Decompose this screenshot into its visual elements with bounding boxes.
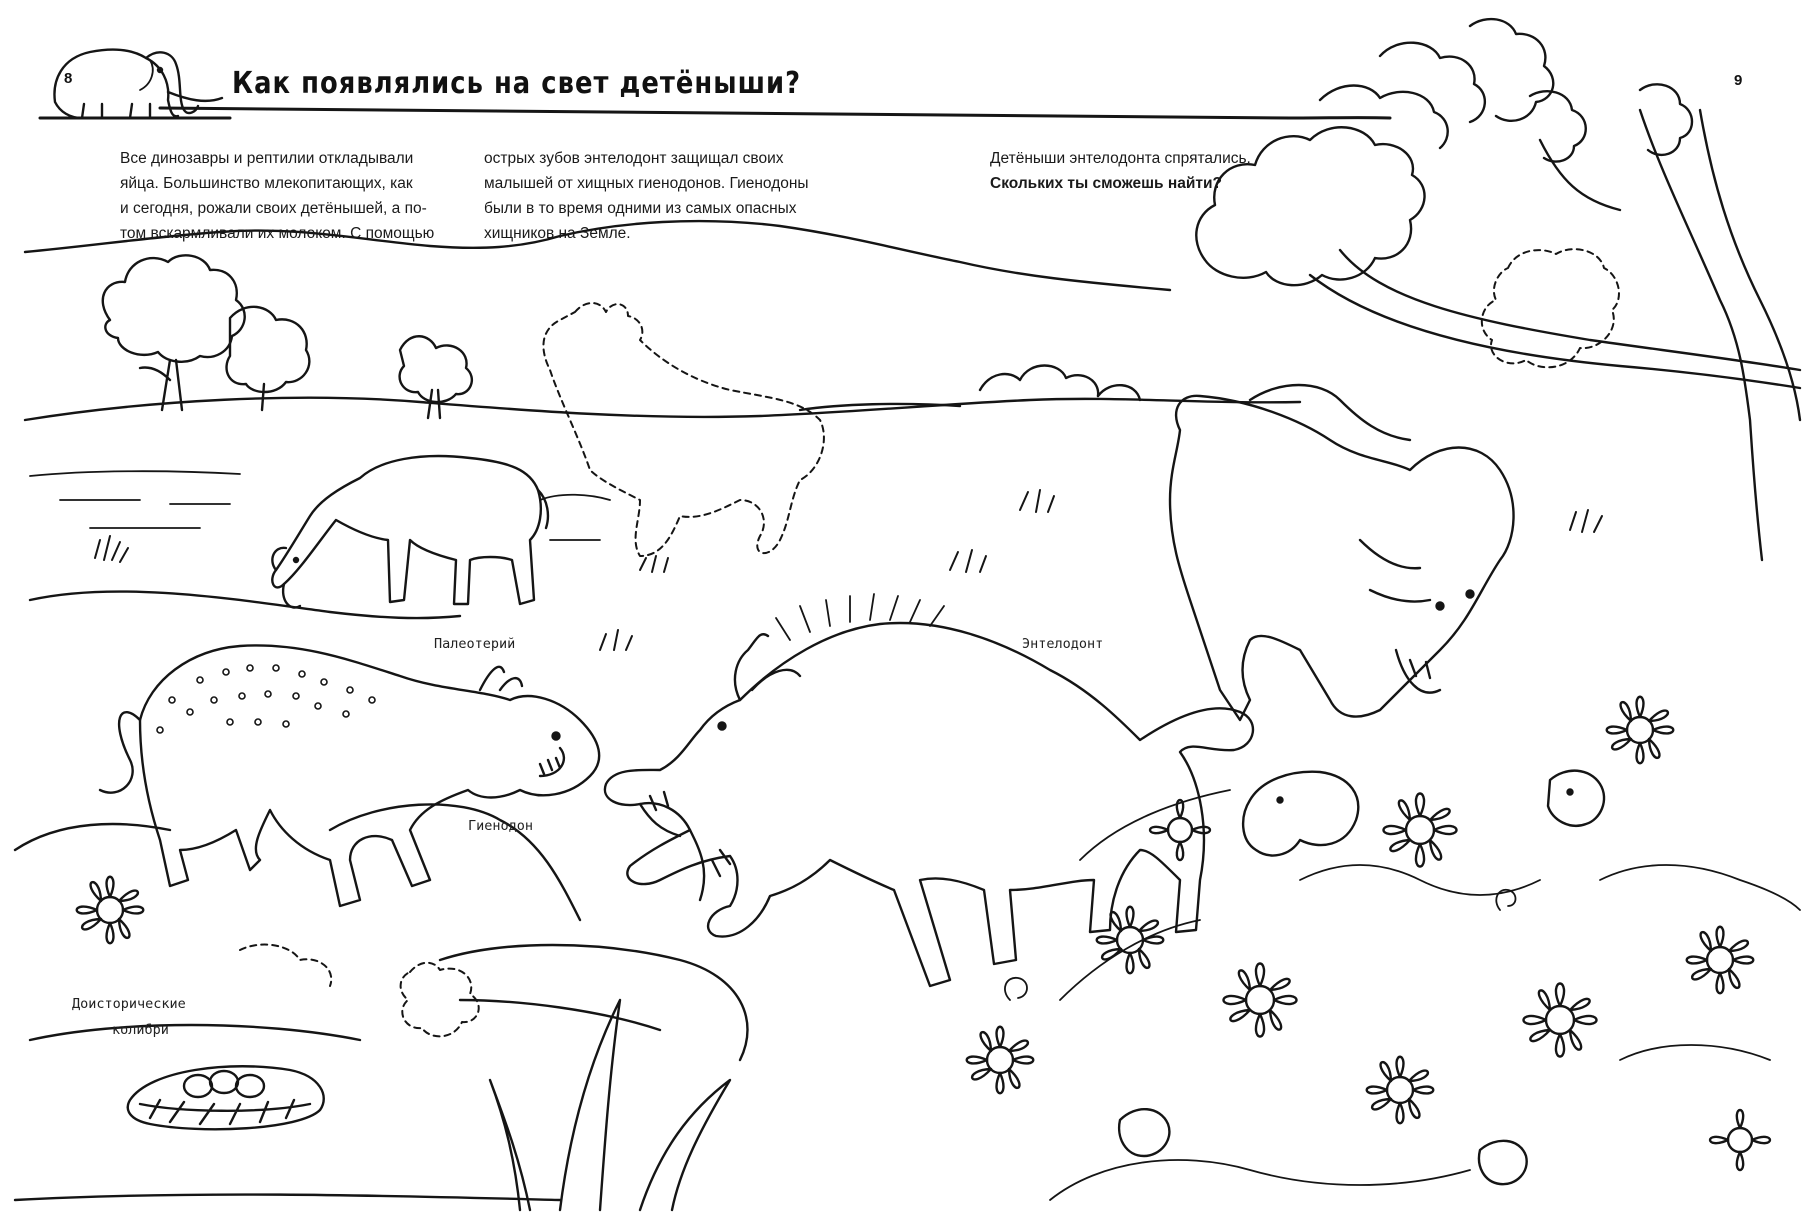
task-text xyxy=(990,146,1251,196)
nest-icon xyxy=(128,1066,324,1129)
page-number-right: 9 xyxy=(1734,72,1743,89)
paleotherium-animal xyxy=(272,456,548,608)
text-line: том вскармливали их молоком. С помощью xyxy=(120,225,435,242)
hyaenodon-animal xyxy=(100,645,599,906)
page-title: Как появлялись на свет детёныши? xyxy=(232,66,802,101)
text-line: яйца. Большинство млекопитающих, как xyxy=(120,175,413,192)
entelodont-animal xyxy=(1170,385,1514,720)
label-entelodont: Энтелодонт xyxy=(1022,636,1104,652)
text-line: острых зубов энтелодонт защищал своих xyxy=(484,150,784,167)
intro-text-column-1 xyxy=(120,146,434,246)
text-line: и сегодня, рожали своих детёнышей, а по- xyxy=(120,200,427,217)
label-hyaenodon: Гиенодон xyxy=(468,818,534,834)
bush-icon xyxy=(980,366,1140,401)
tree-icon xyxy=(103,255,472,418)
header-rule xyxy=(160,108,1390,118)
bottom-ground xyxy=(15,1195,560,1200)
background-hills xyxy=(25,221,1300,420)
intro-text-column-2 xyxy=(484,146,809,246)
flower-icon xyxy=(77,697,1770,1170)
label-hummingbird-line2: колибри xyxy=(112,1022,169,1038)
task-text-line: Детёныши энтелодонта спрятались. xyxy=(990,150,1251,167)
tree-icon xyxy=(1196,19,1800,560)
label-paleotherium: Палеотерий xyxy=(434,636,516,652)
text-line: были в то время одними из самых опасных xyxy=(484,200,797,217)
foliage xyxy=(1050,790,1800,1200)
page-number-left: 8 xyxy=(64,70,73,87)
task-question: Скольких ты сможешь найти? xyxy=(990,175,1222,192)
grass-icon xyxy=(95,490,1602,650)
grass-icon xyxy=(490,1000,730,1210)
label-hummingbird-line1: Доисторические xyxy=(72,996,186,1012)
ground xyxy=(15,592,748,1060)
text-line: хищников на Земле. xyxy=(484,225,631,242)
text-line: малышей от хищных гиенодонов. Гиенодоны xyxy=(484,175,809,192)
text-line: Все динозавры и рептилии откладывали xyxy=(120,150,414,167)
